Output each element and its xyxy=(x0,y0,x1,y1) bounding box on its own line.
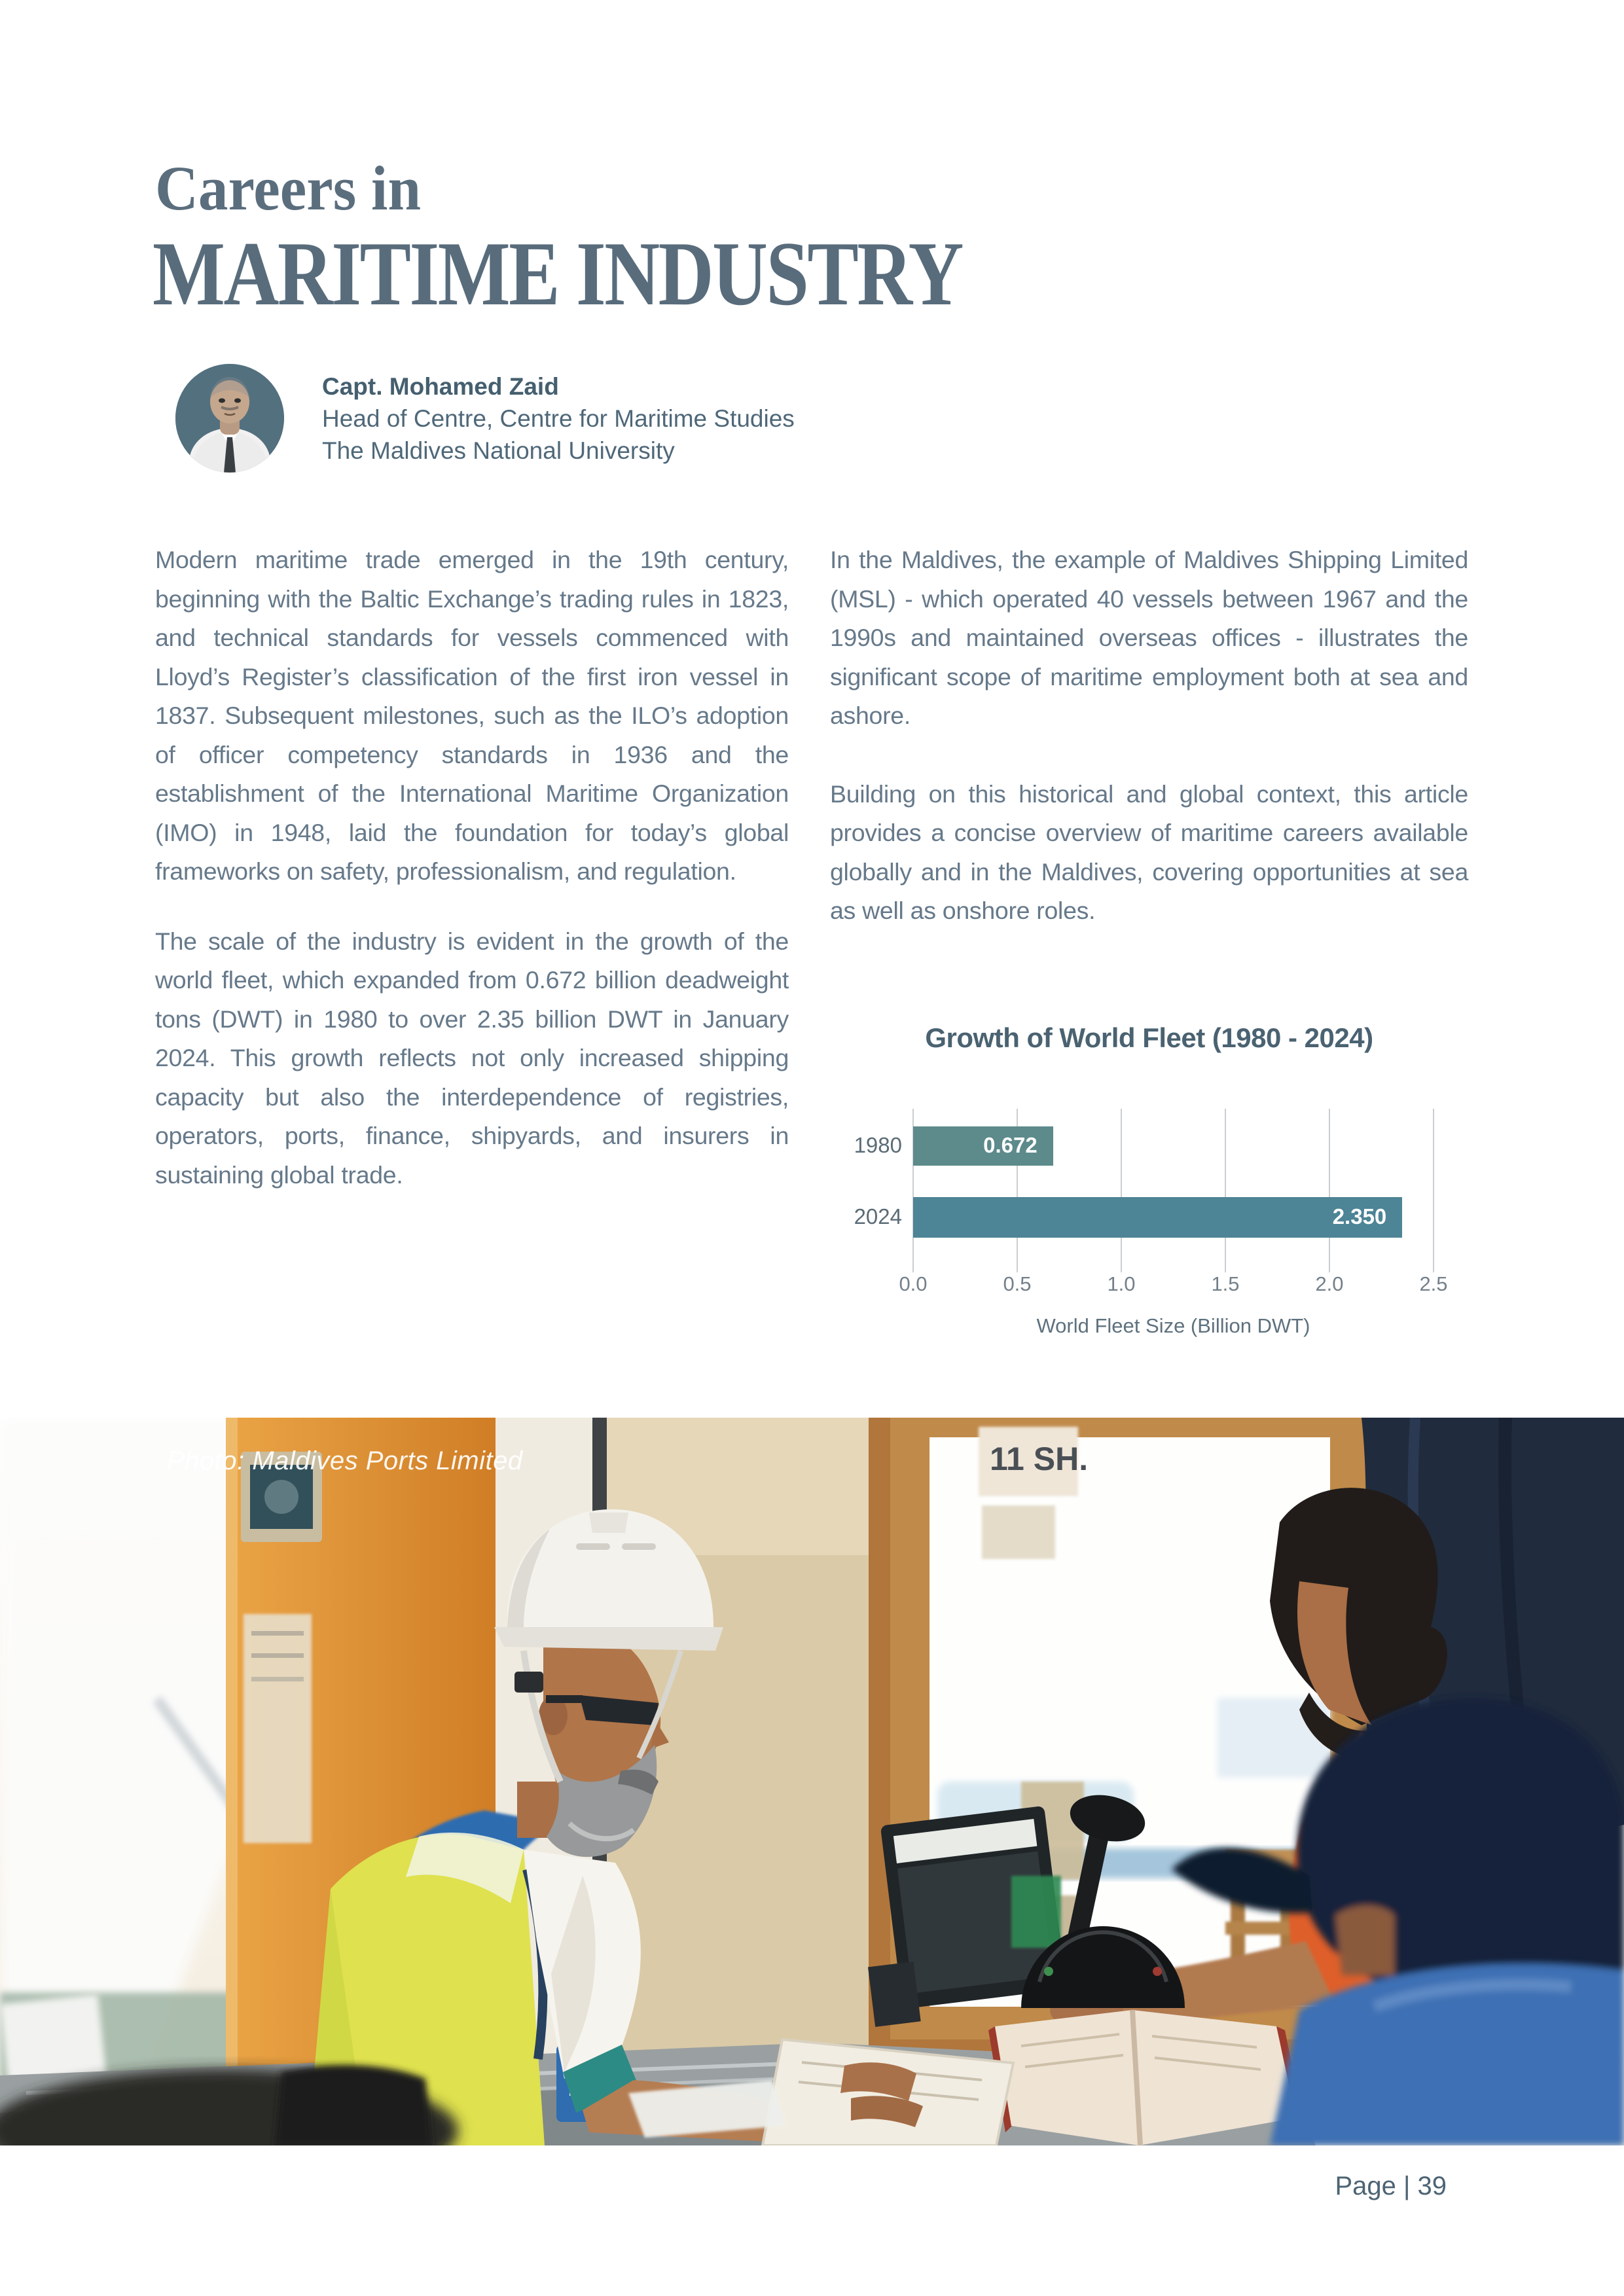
gridline xyxy=(1433,1109,1434,1272)
gridline xyxy=(1121,1109,1122,1272)
author-role: Head of Centre, Centre for Maritime Studies xyxy=(322,405,795,432)
x-tick-label: 0.0 xyxy=(899,1272,928,1295)
bar-value-label: 0.672 xyxy=(983,1133,1038,1158)
chart-x-axis-label: World Fleet Size (Billion DWT) xyxy=(1036,1314,1310,1337)
author-name: Capt. Mohamed Zaid xyxy=(322,373,559,400)
bridge-sign-text: 11 SH. xyxy=(990,1441,1089,1477)
page-number: Page | 39 xyxy=(1335,2172,1447,2200)
x-tick-label: 1.5 xyxy=(1211,1272,1240,1295)
article-column-right xyxy=(830,541,1468,970)
photo-caption: Photo: Maldives Ports Limited xyxy=(167,1446,523,1475)
x-tick-label: 2.5 xyxy=(1419,1272,1448,1295)
person-icon xyxy=(175,364,284,473)
paragraph: The scale of the industry is evident in the growth of the world fleet, which expanded from 0.672 billion deadweight tons (DWT) in 1980 to over 2.35 billion DWT in January 2024. This growth reflects not only increased shipping capacity but also the interdependence of registries, operators, ports, finance, shipyards, and insurers in sustaining global trade. xyxy=(155,927,789,1189)
paragraph: Modern maritime trade emerged in the 19th century, beginning with the Baltic Exchange’s trading rules in 1823, and technical standards for vessels commenced with Lloyd’s Register’s classification of the first iron vessel in 1837. Subsequent milestones, such as the ILO’s adoption of officer competency standards in 1936 and the establishment of the International Maritime Organization (IMO) in 1948, laid the foundation for today’s global frameworks on safety, professionalism, and regulation. xyxy=(155,546,789,885)
chart xyxy=(830,1018,1468,1372)
article-column-left xyxy=(155,541,789,1225)
x-tick-label: 1.0 xyxy=(1107,1272,1136,1295)
bar-value-label: 2.350 xyxy=(1332,1204,1387,1229)
author-avatar xyxy=(175,364,284,473)
x-tick-label: 2.0 xyxy=(1315,1272,1344,1295)
y-category-label: 1980 xyxy=(854,1133,902,1157)
bar-1980 xyxy=(913,1126,1053,1166)
author-organization: The Maldives National University xyxy=(322,437,675,464)
bridge-photo xyxy=(0,1418,1624,2145)
headlamp-clip xyxy=(514,1672,543,1693)
gridline xyxy=(1225,1109,1226,1272)
chart-title: Growth of World Fleet (1980 - 2024) xyxy=(925,1022,1373,1053)
page-title-kicker: Careers in xyxy=(155,153,422,223)
safety-sign xyxy=(1011,1876,1061,1948)
paragraph: Building on this historical and global context, this article provides a concise overview of maritime careers available globally and in the Maldives, covering opportunities at sea as well as onshore roles. xyxy=(830,780,1468,924)
photo-illustration xyxy=(0,1418,1624,2145)
bar-2024 xyxy=(913,1197,1402,1238)
x-tick-label: 0.5 xyxy=(1003,1272,1032,1295)
y-category-label: 2024 xyxy=(854,1204,902,1229)
paragraph: In the Maldives, the example of Maldives Shipping Limited (MSL) - which operated 40 vessels between 1967 and the 1990s and maintained overseas offices - illustrates the significant scope of maritime employment both at sea and ashore. xyxy=(830,546,1468,729)
author-block xyxy=(322,370,795,467)
chart-plot xyxy=(913,1109,1434,1262)
page-title: MARITIME INDUSTRY xyxy=(153,223,962,325)
gridline xyxy=(1329,1109,1330,1272)
